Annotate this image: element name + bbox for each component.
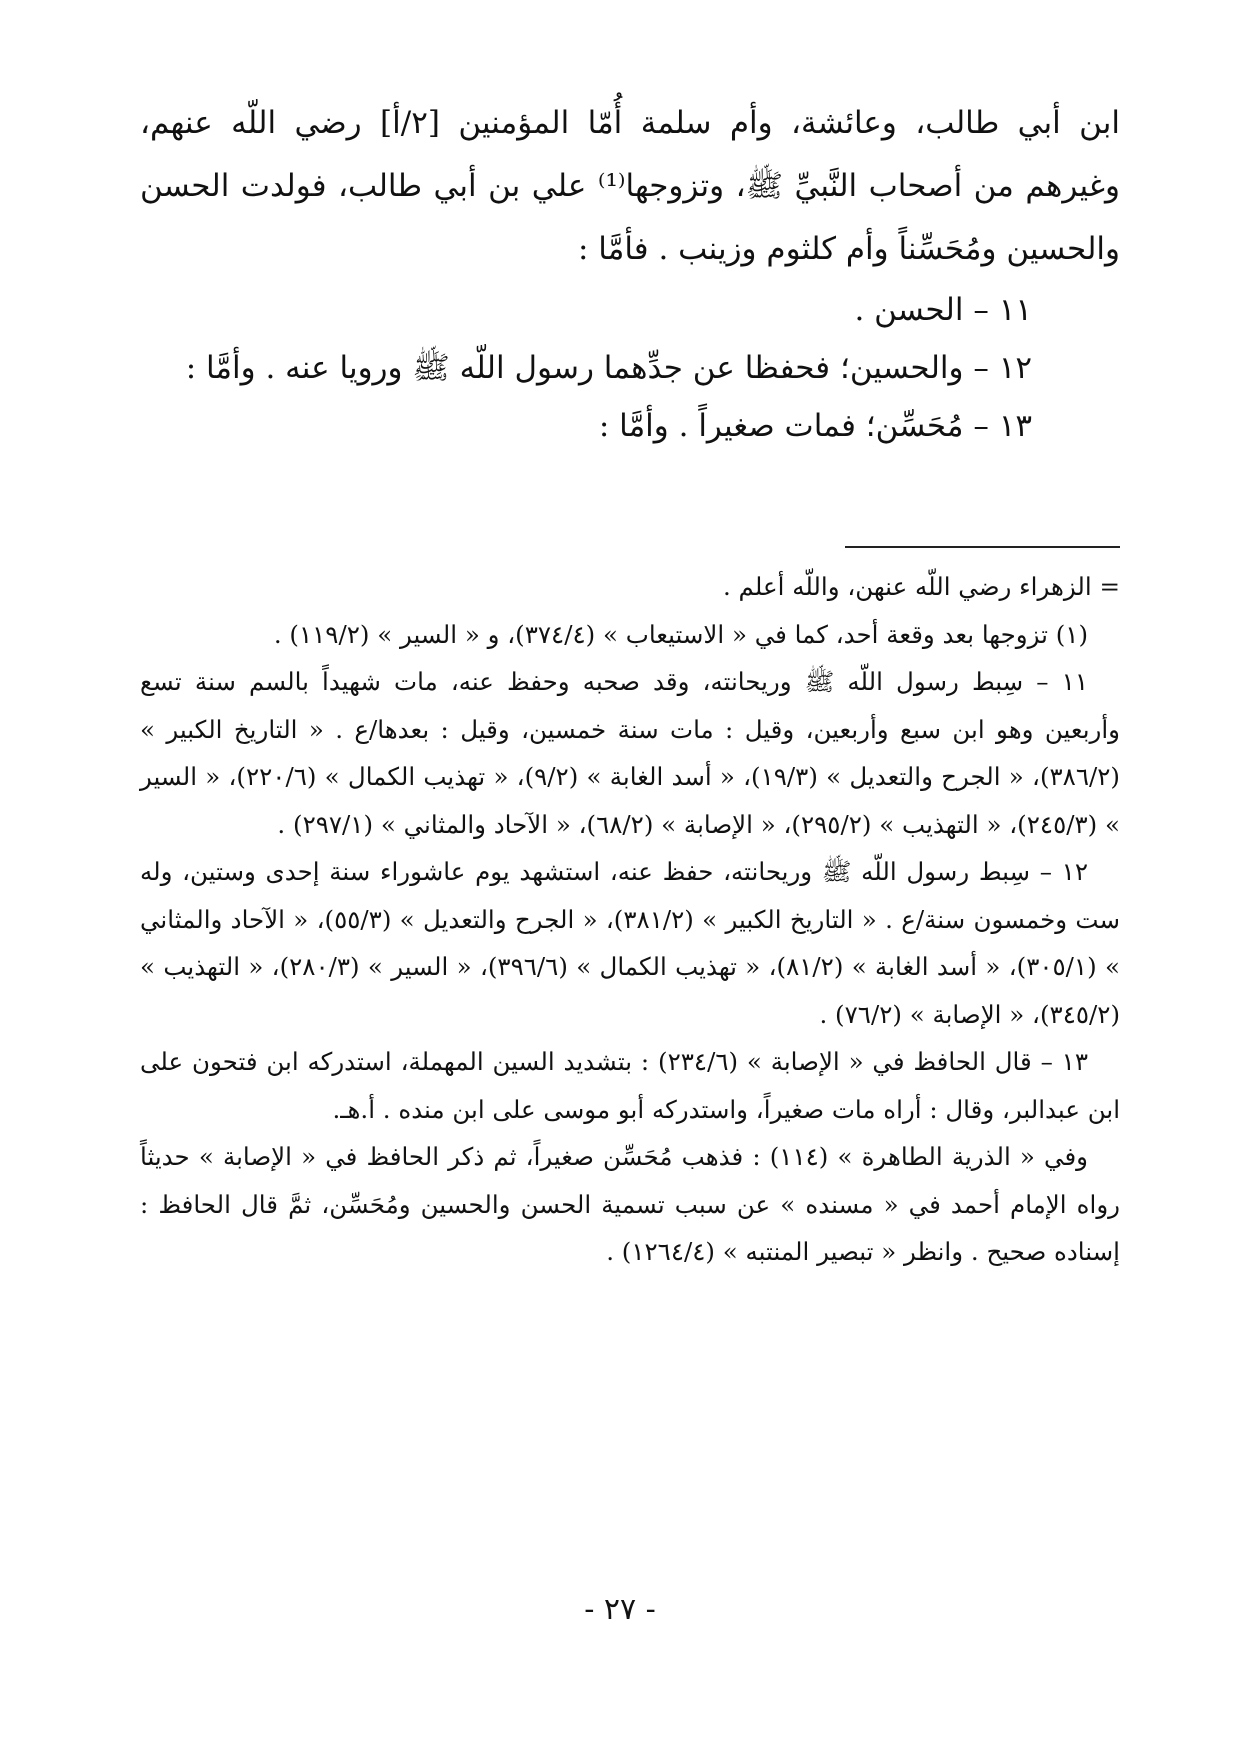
footnote-13-continued: وفي « الذرية الطاهرة » (١١٤) : فذهب مُحَسِّن صغيراً، ثم ذكر الحافظ في « الإصابة » حديثاً رواه الإمام أحمد في « مسنده » عن سبب تسمية الحسن والحسين ومُحَسِّن، ثمَّ قال الحافظ : إسناده صحيح . وانظر « تبصير المنتبه » (١٢٦٤/٤) .: [140, 1142, 1120, 1266]
footnote-separator: [845, 546, 1120, 548]
entry-13: ١٣ – مُحَسِّن؛ فمات صغيراً . وأمَّا :: [598, 408, 1032, 444]
entry-12: ١٢ – والحسين؛ فحفظا عن جدِّهما رسول اللّه ﷺ ورويا عنه . وأمَّا :: [185, 350, 1032, 386]
footnote-1: (١) تزوجها بعد وقعة أحد، كما في « الاستيعاب » (٣٧٤/٤)، و « السير » (١١٩/٢) .: [273, 619, 1088, 649]
footnotes-block: [140, 563, 1120, 1276]
main-text-block: [140, 92, 1120, 455]
page-number: - ٢٧ -: [584, 1592, 656, 1627]
footnote-11: ١١ – سِبط رسول اللّه ﷺ وريحانته، وقد صحبه وحفظ عنه، مات شهيداً بالسم سنة تسع وأربعين وهو ابن سبع وأربعين، وقيل : مات سنة خمسين، وقيل : بعدها/ع . « التاريخ الكبير » (٣٨٦/٢)، « الجرح والتعديل » (١٩/٣)، « أسد الغابة » (٩/٢)، « تهذيب الكمال » (٢٢٠/٦)، « السير » (٢٤٥/٣)، « التهذيب » (٢٩٥/٢)، « الإصابة » (٦٨/٢)، « الآحاد والمثاني » (٢٩٧/١) .: [140, 667, 1120, 839]
main-paragraph: ابن أبي طالب، وعائشة، وأم سلمة أُمّا المؤمنين [٢/أ] رضي اللّه عنهم، وغيرهم من أصحاب النَّبيِّ ﷺ، وتزوجها⁽¹⁾ علي بن أبي طالب، فولدت الحسن والحسين ومُحَسِّناً وأم كلثوم وزينب . فأمَّا :: [140, 105, 1120, 267]
footnote-continuation: = الزهراء رضي اللّه عنهن، واللّه أعلم .: [722, 572, 1120, 601]
footnote-13: ١٣ – قال الحافظ في « الإصابة » (٢٣٤/٦) : بتشديد السين المهملة، استدركه ابن فتحون على ابن عبدالبر، وقال : أراه مات صغيراً، واستدركه أبو موسى على ابن منده . أ.هـ.: [140, 1047, 1120, 1124]
entry-11: ١١ – الحسن .: [854, 292, 1032, 328]
footnote-12: ١٢ – سِبط رسول اللّه ﷺ وريحانته، حفظ عنه، استشهد يوم عاشوراء سنة إحدى وستين، وله ست وخمسون سنة/ع . « التاريخ الكبير » (٣٨١/٢)، « الجرح والتعديل » (٥٥/٣)، « الآحاد والمثاني » (٣٠٥/١)، « أسد الغابة » (٨١/٢)، « تهذيب الكمال » (٣٩٦/٦)، « السير » (٢٨٠/٣)، « التهذيب » (٣٤٥/٢)، « الإصابة » (٧٦/٢) .: [140, 857, 1120, 1029]
